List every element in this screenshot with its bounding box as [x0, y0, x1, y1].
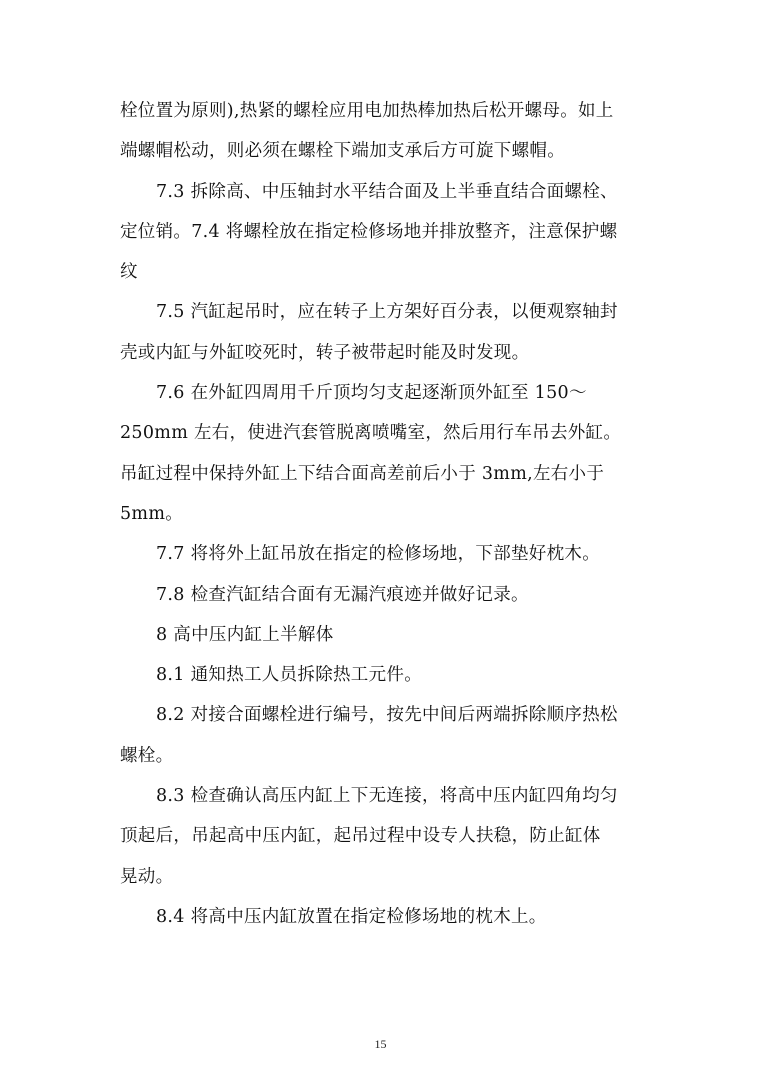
text-line: 定位销。7.4 将螺栓放在指定检修场地并排放整齐，注意保护螺 — [120, 221, 618, 242]
text-line: 纹 — [120, 262, 138, 283]
document-body — [120, 91, 640, 937]
text-line: 8.4 将高中压内缸放置在指定检修场地的枕木上。 — [156, 906, 547, 927]
text-line: 7.5 汽缸起吊时，应在转子上方架好百分表，以便观察轴封 — [156, 302, 618, 323]
text-line: 壳或内缸与外缸咬死时，转子被带起时能及时发现。 — [120, 342, 530, 363]
text-line: 7.8 检查汽缸结合面有无漏汽痕迹并做好记录。 — [156, 584, 529, 605]
text-line: 8.2 对接合面螺栓进行编号，按先中间后两端拆除顺序热松 — [156, 705, 618, 726]
text-line: 5mm。 — [120, 503, 184, 524]
text-line: 250mm 左右，使进汽套管脱离喷嘴室，然后用行车吊去外缸。 — [120, 423, 622, 444]
text-line: 顶起后，吊起高中压内缸，起吊过程中设专人扶稳，防止缸体 — [120, 826, 601, 847]
text-line: 端螺帽松动，则必须在螺栓下端加支承后方可旋下螺帽。 — [120, 141, 565, 162]
text-line: 吊缸过程中保持外缸上下结合面高差前后小于 3mm,左右小于 — [120, 463, 605, 484]
text-line: 7.7 将将外上缸吊放在指定的检修场地，下部垫好枕木。 — [156, 544, 600, 565]
page-number: 15 — [374, 1037, 387, 1051]
text-line: 螺栓。 — [120, 745, 174, 766]
text-line: 7.6 在外缸四周用千斤顶均匀支起逐渐顶外缸至 150～ — [156, 383, 587, 404]
text-line: 7.3 拆除高、中压轴封水平结合面及上半垂直结合面螺栓、 — [156, 181, 618, 202]
text-line: 8 高中压内缸上半解体 — [156, 624, 334, 645]
text-line: 8.3 检查确认高压内缸上下无连接，将高中压内缸四角均匀 — [156, 786, 618, 807]
text-line: 8.1 通知热工人员拆除热工元件。 — [156, 665, 422, 686]
text-line: 晃动。 — [120, 866, 174, 887]
text-line: 栓位置为原则),热紧的螺栓应用电加热棒加热后松开螺母。如上 — [120, 101, 614, 121]
